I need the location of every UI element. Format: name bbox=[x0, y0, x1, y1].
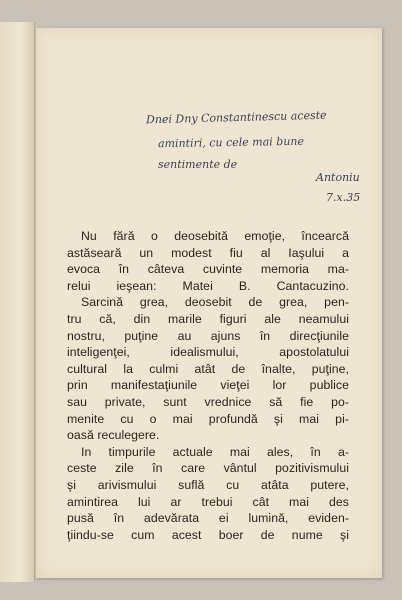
text-line: Sarcină grea, deosebit de grea, pen- bbox=[81, 295, 349, 310]
text-line: ceste zile în care vântul pozitivismului bbox=[67, 461, 349, 476]
paragraph bbox=[67, 228, 349, 294]
dedication-line: Dnei Dny Constantinescu aceste bbox=[145, 108, 327, 127]
text-line: oasă reculegere. bbox=[67, 428, 160, 443]
text-line: cultural la culmi atât de înalte, puţine, bbox=[67, 361, 349, 376]
text-line: sau private, sunt vrednice să fie po- bbox=[67, 394, 349, 409]
dedication-signature: Antoniu bbox=[316, 171, 360, 184]
text-line: inteligenţei, idealismului, apostolatului bbox=[67, 345, 349, 360]
paragraph bbox=[67, 444, 349, 544]
text-line: menite cu o mai profundă şi mai pi- bbox=[67, 411, 349, 426]
text-line: nostru, puţine au ajuns în direcţiunile bbox=[67, 328, 349, 343]
text-line: evoca în câteva cuvinte memoria ma- bbox=[67, 262, 349, 277]
text-line: Nu fără o deosebită emoţie, încearcă bbox=[81, 229, 349, 243]
dedication-line: amintiri, cu cele mai bune bbox=[157, 134, 305, 151]
text-line: amintirea lui ar trebui cât mai des bbox=[67, 494, 349, 509]
paragraph bbox=[67, 294, 349, 443]
text-line: ţiindu-se cum acest boer de nume şi bbox=[67, 527, 349, 542]
text-line: şi arivismului suflă cu atâta putere, bbox=[67, 477, 349, 492]
text-line: pusă în adevărata ei lumină, eviden- bbox=[67, 511, 349, 526]
text-line: prin manifestaţiunile vieţei lor publice bbox=[67, 378, 349, 393]
text-line: In timpurile actuale mai ales, în a- bbox=[81, 444, 349, 459]
text-line: astăseară un modest fiu al Iaşului a bbox=[67, 245, 349, 260]
dedication-date: 7.x.35 bbox=[326, 191, 361, 204]
text-line: tru că, din marile figuri ale neamului bbox=[67, 311, 349, 326]
dedication-line: sentimente de bbox=[158, 158, 238, 171]
printed-text bbox=[67, 228, 349, 543]
left-page-edge bbox=[0, 22, 35, 582]
text-line: relui ieşean: Matei B. Cantacuzino. bbox=[67, 278, 349, 293]
